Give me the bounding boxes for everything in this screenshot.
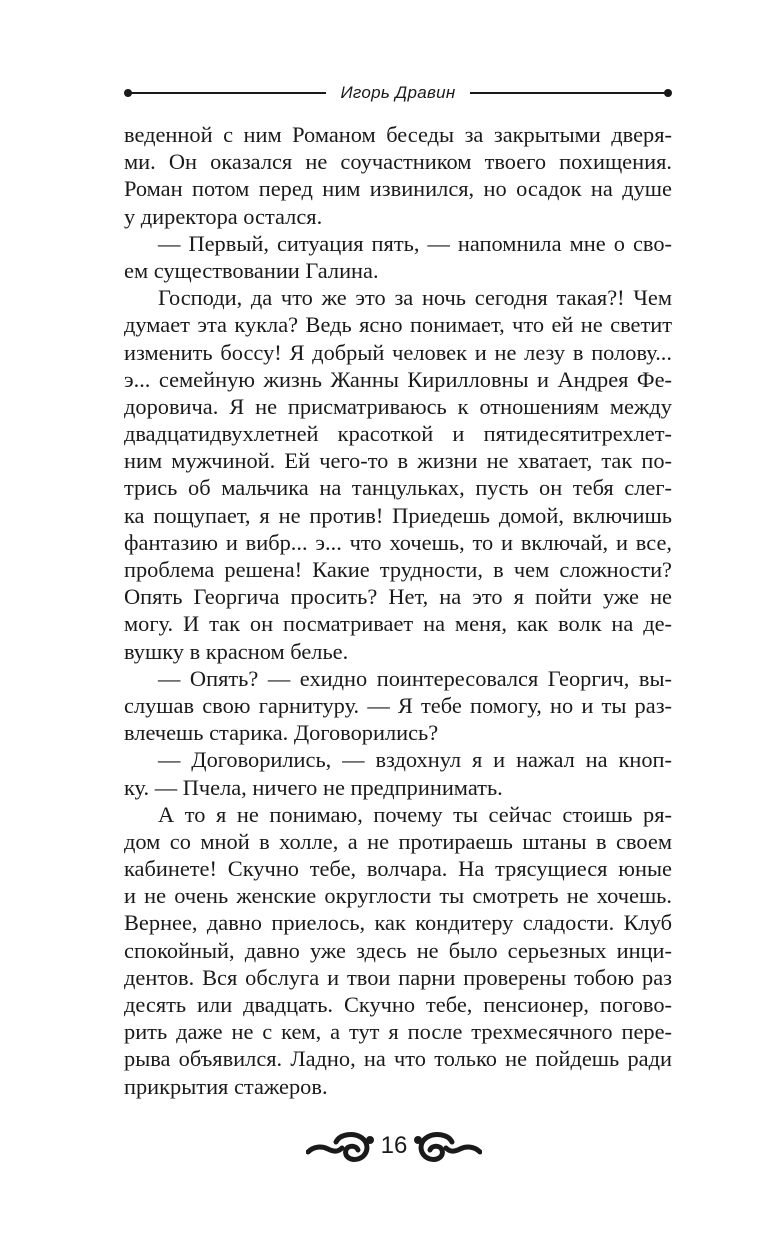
page-footer bbox=[304, 1124, 484, 1168]
text-line: ем существовании Галина. bbox=[124, 257, 379, 283]
text-line: спокойный, давно уже здесь не было серьезных инци- bbox=[124, 937, 672, 963]
text-line: думает эта кукла? Ведь ясно понимает, что ей не светит bbox=[124, 312, 672, 338]
text-line: у директора остался. bbox=[124, 203, 323, 229]
text-line: вушку в красном белье. bbox=[124, 638, 349, 664]
text-line: Вернее, давно приелось, как кондитеру сладости. Клуб bbox=[124, 910, 672, 936]
text-line: Господи, да что же это за ночь сегодня такая?! Чем bbox=[158, 285, 672, 311]
text-line: влечешь старика. Договорились? bbox=[124, 720, 439, 746]
text-line: — Первый, ситуация пять, — напомнила мне о сво- bbox=[158, 230, 672, 256]
text-line: слушав свою гарнитуру. — Я тебе помогу, но и ты раз- bbox=[124, 692, 672, 718]
text-line: двадцатидвухлетней красоткой и пятидесятитрехлет- bbox=[124, 421, 672, 447]
text-line: ка пощупает, я не против! Приедешь домой, включишь bbox=[124, 502, 672, 528]
text-line: рить даже не с кем, а тут я после трехмесячного пере- bbox=[124, 1019, 672, 1045]
text-line: ним мужчиной. Ей чего-то в жизни не хватает, так по- bbox=[124, 448, 672, 474]
text-line: дентов. Вся обслуга и твои парни проверены тобою раз bbox=[124, 964, 672, 990]
text-line: дом со мной в холле, а не протираешь штаны в своем bbox=[124, 828, 672, 854]
body-text bbox=[124, 121, 672, 1100]
text-line: Опять Георгича просить? Нет, на это я пойти уже не bbox=[124, 584, 672, 610]
text-line: проблема решена! Какие трудности, в чем сложности? bbox=[124, 557, 672, 582]
text-line: э... семейную жизнь Жанны Кирилловны и Андрея Фе- bbox=[124, 366, 672, 392]
text-line: прикрытия стажеров. bbox=[124, 1073, 328, 1099]
text-line: кабинете! Скучно тебе, волчара. На трясущиеся юные bbox=[124, 856, 672, 882]
text-line: могу. И так он посматривает на меня, как волк на де- bbox=[124, 611, 672, 637]
text-line: десять или двадцать. Скучно тебе, пенсионер, погово- bbox=[124, 992, 672, 1017]
running-header bbox=[124, 81, 672, 105]
text-line: А то я не понимаю, почему ты сейчас стоишь ря- bbox=[158, 801, 672, 827]
header-right-dot bbox=[664, 89, 672, 97]
header-right-rule bbox=[470, 92, 666, 94]
text-line: Роман потом перед ним извинился, но осадок на душе bbox=[124, 176, 672, 202]
running-header-author: Игорь Дравин bbox=[340, 83, 456, 102]
text-line: изменить боссу! Я добрый человек и не лезу в полову... bbox=[124, 339, 672, 365]
text-line: веденной с ним Романом беседы за закрытыми дверя- bbox=[124, 122, 672, 147]
text-line: ку. — Пчела, ничего не предпринимать. bbox=[124, 774, 503, 800]
text-line: и не очень женские округлости ты смотреть не хочешь. bbox=[124, 883, 672, 909]
text-line: ми. Он оказался не соучастником твоего похищения. bbox=[124, 149, 672, 175]
right-ornament-icon bbox=[412, 1128, 482, 1164]
text-line: фантазию и вибр... э... что хочешь, то и включай, и все, bbox=[124, 529, 672, 555]
text-line: трись об мальчика на танцульках, пусть он тебя слег- bbox=[124, 475, 672, 501]
text-line: доровича. Я не присматриваюсь к отношениям между bbox=[124, 393, 672, 419]
text-line: — Договорились, — вздохнул я и нажал на кноп- bbox=[158, 747, 672, 773]
text-line: — Опять? — ехидно поинтересовался Георгич, вы- bbox=[158, 665, 672, 691]
page-number: 16 bbox=[380, 1132, 408, 1159]
text-line: рыва объявился. Ладно, на что только не пойдешь ради bbox=[124, 1046, 672, 1072]
